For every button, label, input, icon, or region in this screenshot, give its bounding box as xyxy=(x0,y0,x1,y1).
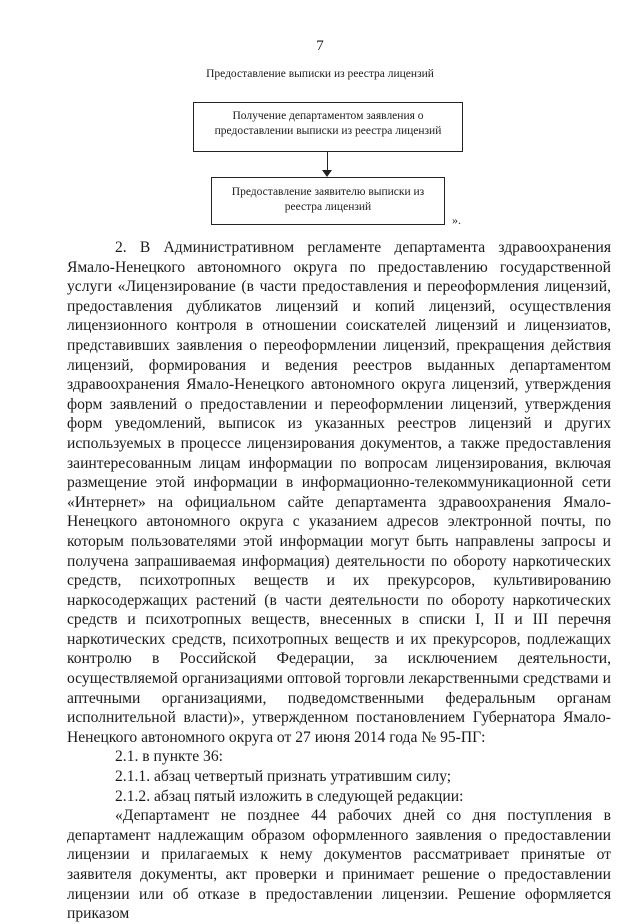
paragraph-item-2-1: 2.1. в пункте 36: xyxy=(115,748,223,766)
paragraph-main: 2. В Административном регламенте департамента здравоохранения Ямало-Ненецкого автономного округа по предоставлению государственной услуги «Лицензирование (в части предоставления и переоформления лицензий, предоставления дубликатов лицензий и копий лицензий, осуществления лицензионного контроля в отношении соискателей лицензий и лицензиатов, представивших заявления о переоформлении лицензий, прекращения действия лицензий, формирования и ведения реестров выданных департаментом здравоохранения Ямало-Ненецкого автономного округа лицензий, утверждения форм заявлений о предоставлении и переоформлении лицензий, утверждения форм уведомлений, выписок из указанных реестров лицензий и других используемых в процессе лицензирования документов, а также предоставления заинтересованным лицам информации по вопросам лицензирования, включая размещение этой информации в информационно-телекоммуникационной сети «Интернет» на официальном сайте департамента здравоохранения Ямало-Ненецкого автономного округа с указанием адресов электронной почты, по которым пользователями этой информации могут быть направлены запросы и получена запрашиваемая информация) деятельности по обороту наркотических средств, психотропных веществ и их прекурсоров, культивированию наркосодержащих растений (в части деятельности по обороту наркотических средств и психотропных веществ, внесенных в списки I, II и III перечня наркотических средств, психотропных веществ и их прекурсоров, подлежащих контролю в Российской Федерации, за исключением деятельности, осуществляемой организациями оптовой торговли лекарственными средствами и аптечными организациями, подведомственными федеральным органам исполнительной власти)», утвержденном постановлением Губернатора Ямало-Ненецкого автономного округа от 27 июня 2014 года № 95-ПГ: xyxy=(67,239,611,746)
flowchart-box-provide-extract xyxy=(211,177,445,225)
flowchart-connector xyxy=(327,152,328,171)
flowchart-box-receive-application xyxy=(193,102,463,152)
box-text-line: предоставлении выписки из реестра лицензий xyxy=(214,125,442,137)
page-number: 7 xyxy=(316,38,324,54)
arrow-down-icon xyxy=(322,170,332,177)
document-body xyxy=(67,238,611,924)
paragraph-item-2-1-1: 2.1.1. абзац четвертый признать утратившим силу; xyxy=(115,768,452,786)
box-text-line: Предоставление заявителю выписки из xyxy=(231,186,425,198)
closing-quote-mark: ». xyxy=(452,213,461,227)
paragraph-quote: «Департамент не позднее 44 рабочих дней со дня поступления в департамент надлежащим образом оформленного заявления о предоставлении лицензии и прилагаемых к нему документов рассматривает принятые от заявителя документы, акт проверки и принимает решение о предоставлении лицензии или об отказе в предоставлении лицензии. Решение оформляется приказом xyxy=(67,807,611,923)
box-text-line: реестра лицензий xyxy=(284,201,372,213)
flowchart-title: Предоставление выписки из реестра лицензий xyxy=(206,68,434,80)
paragraph-item-2-1-2: 2.1.2. абзац пятый изложить в следующей редакции: xyxy=(115,787,464,805)
box-text-line: Получение департаментом заявления о xyxy=(232,110,424,122)
